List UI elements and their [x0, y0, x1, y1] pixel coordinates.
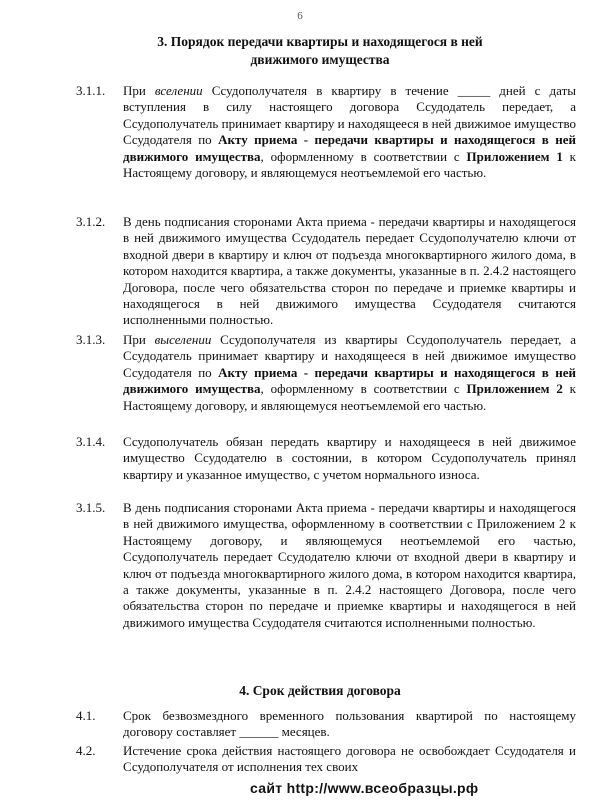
clause-text: Ссудополучатель обязан передать квартиру и находящееся в ней движимое имущество Ссудодателю в состоянии, в котором Ссудополучатель принял квартиру и указанное имущество, с учетом нормального износа.: [123, 434, 576, 482]
clause-number: 3.1.2.: [76, 214, 106, 229]
clause-3-1-2: [76, 214, 576, 329]
section-3-title-line-1: 3. Порядок передачи квартиры и находящегося в ней: [157, 34, 483, 49]
clause-number: 4.1.: [76, 708, 96, 723]
clause-number: 3.1.4.: [76, 434, 106, 449]
clause-text: Срок безвозмездного временного пользования квартирой по настоящему договору составляет ______ месяцев.: [123, 708, 576, 740]
clause-number: 3.1.3.: [76, 332, 106, 347]
clause-text: При выселении Ссудополучателя из квартиры Ссудополучатель передает, а Ссудодатель принимает квартиру и находящееся в ней движимое имущество Ссудодателя по Акту приема - передачи квартиры и находящегося в ней движимого имущества, оформленному в соответствии с Приложением 2 к Настоящему договору, и являющемуся неотъемлемой его частью.: [123, 332, 576, 413]
clause-number: 4.2.: [76, 743, 96, 758]
clause-3-1-3: [76, 332, 576, 414]
clause-text: В день подписания сторонами Акта приема - передачи квартиры и находящегося в ней движимого имущества Ссудодатель передает Ссудополучателю ключи от входной двери в квартиру и ключ от подъезда многоквартирного жилого дома, в котором находится квартира, а также документы, указанные в п. 2.4.2 настоящего Договора, после чего обязательства сторон по передаче и приемке квартиры и находящегося в ней движимого имущества Ссудодателя считаются исполненными полностью.: [123, 214, 576, 328]
clause-4-1: [76, 708, 576, 741]
page-number: 6: [297, 10, 303, 22]
site-watermark-footer: сайт http://www.всеобразцы.рф: [250, 780, 479, 796]
clause-text: При вселении Ссудополучателя в квартиру в течение _____ дней с даты вступления в силу настоящего договора Ссудодатель передает, а Ссудополучатель принимает квартиру и находящееся в ней движимое имущество Ссудодателя по Акту приема - передачи квартиры и находящегося в ней движимого имущества, оформленному в соответствии с Приложением 1 к Настоящему договору, и являющемуся неотъемлемой его частью.: [123, 83, 576, 181]
clause-4-2: [76, 743, 576, 776]
section-4-title: 4. Срок действия договора: [239, 683, 401, 698]
clause-text: В день подписания сторонами Акта приема - передачи квартиры и находящегося в ней движимого имущества, оформленному в соответствии с Приложением 2 к Настоящему договору, и являющемуся неотъемлемой его частью, Ссудополучатель передает Ссудодателю ключи от входной двери в квартиру и ключ от подъезда многоквартирного жилого дома, в котором находится квартира, а также документы, указанные в п. 2.4.2 настоящего Договора, после чего обязательства сторон по передаче и приемке квартиры и находящегося в ней движимого имущества Ссудодателя считаются исполненными полностью.: [123, 500, 576, 630]
section-3-title: [70, 33, 570, 69]
clause-number: 3.1.5.: [76, 500, 106, 515]
clause-text: Истечение срока действия настоящего договора не освобождает Ссудодателя и Ссудополучателя от исполнения тех своих: [123, 743, 576, 775]
clause-3-1-4: [76, 434, 576, 483]
clause-3-1-5: [76, 500, 576, 631]
clause-3-1-1: [76, 83, 576, 181]
section-3-title-line-2: движимого имущества: [250, 52, 390, 67]
clause-number: 3.1.1.: [76, 83, 106, 98]
